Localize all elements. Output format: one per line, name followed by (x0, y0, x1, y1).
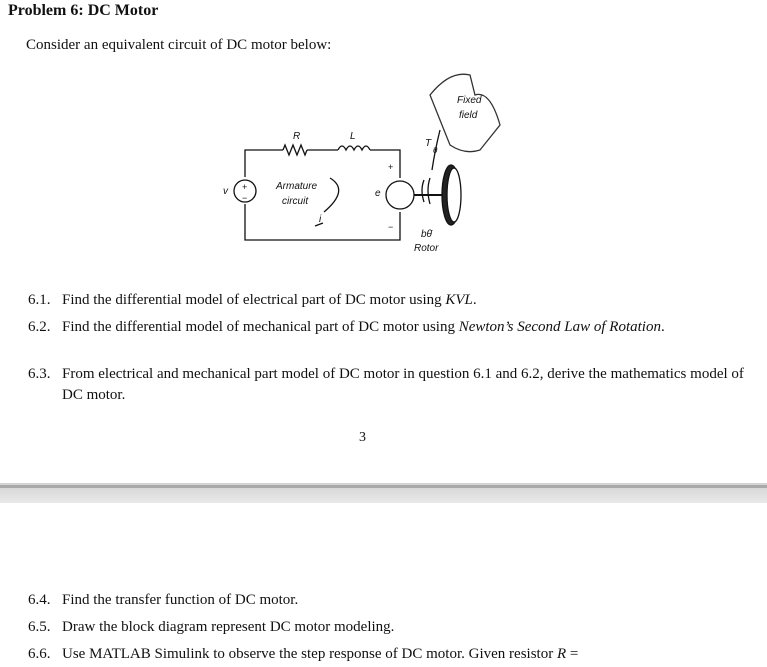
question-text-end: . (660, 319, 665, 335)
question-text: Find the differential model of mechanical part of DC motor using (62, 319, 459, 335)
question-6-4 (28, 590, 758, 611)
intro-text: Consider an equivalent circuit of DC motor below: (26, 37, 332, 53)
question-text-end: . (472, 292, 477, 308)
question-number: 6.1. (28, 292, 51, 308)
question-6-2 (28, 317, 758, 338)
emf-label: e (375, 188, 381, 199)
current-label: i (319, 214, 322, 225)
problem-title: Problem 6: DC Motor (8, 2, 159, 19)
inertia-label: J (448, 190, 453, 201)
current-arrow (324, 178, 339, 212)
question-number: 6.2. (28, 319, 51, 335)
question-6-5 (28, 617, 758, 638)
source-plus: + (242, 182, 248, 192)
resistor-label: R (293, 131, 301, 142)
emf-plus: + (388, 162, 394, 172)
resistor-symbol (283, 145, 307, 155)
question-text: Find the transfer function of DC motor. (62, 592, 299, 608)
question-number: 6.3. (28, 366, 51, 382)
question-text: From electrical and mechanical part model of DC motor in question 6.1 and 6.2, derive the mathematics model of DC motor. (62, 366, 744, 403)
question-text: Find the differential model of electrical part of DC motor using (62, 292, 446, 308)
question-6-3 (28, 364, 758, 406)
wire-top-right (370, 150, 400, 178)
torque-label: T (425, 138, 432, 149)
question-text-end: = (566, 646, 579, 662)
question-number: 6.4. (28, 592, 51, 608)
question-emphasis: R (556, 646, 567, 662)
emf-minus: − (388, 222, 394, 232)
damping-label: bθ̇ (421, 229, 432, 240)
wire-top-left (245, 150, 283, 177)
torque-arrow (422, 178, 430, 204)
armature-label-1: Armature (276, 181, 318, 192)
question-emphasis: KVL (445, 292, 473, 308)
armature-label-2: circuit (282, 196, 309, 207)
question-number: 6.5. (28, 619, 51, 635)
source-minus: − (242, 193, 248, 203)
field-label-1: Fixed (457, 95, 482, 106)
motor-symbol (386, 181, 414, 209)
field-label-2: field (459, 110, 478, 121)
page-number: 3 (359, 430, 366, 445)
question-6-6 (28, 644, 758, 665)
wire-bottom (245, 204, 400, 240)
theta-label: θ (433, 146, 438, 155)
dc-motor-circuit-diagram (0, 0, 767, 290)
question-6-1 (28, 290, 758, 311)
question-number: 6.6. (28, 646, 51, 662)
question-emphasis: Newton’s Second Law of Rotation (458, 319, 661, 335)
rotor-label: Rotor (414, 243, 439, 254)
question-text: Draw the block diagram represent DC motor modeling. (62, 619, 395, 635)
page-separator-line (0, 485, 767, 488)
source-label: v (223, 186, 228, 197)
inductor-symbol (338, 146, 370, 150)
question-text: Use MATLAB Simulink to observe the step response of DC motor. Given resistor (62, 646, 557, 662)
inductor-label: L (350, 131, 356, 142)
